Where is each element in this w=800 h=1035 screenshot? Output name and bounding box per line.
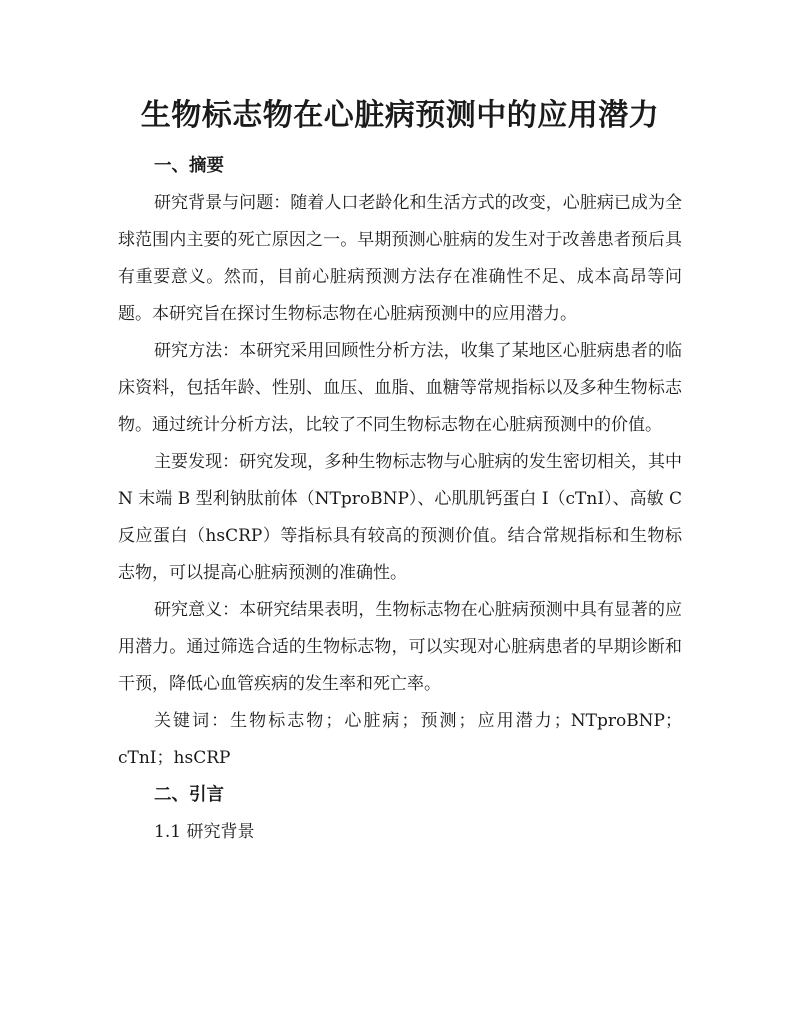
- background-paragraph: 研究背景与问题：随着人口老龄化和生活方式的改变，心脏病已成为全球范围内主要的死亡原因之一。早期预测心脏病的发生对于改善患者预后具有重要意义。然而，目前心脏病预测方法存在准确性不足、成本高昂等问题。本研究旨在探讨生物标志物在心脏病预测中的应用潜力。: [118, 193, 682, 324]
- keywords-paragraph: 关键词：生物标志物；心脏病；预测；应用潜力；NTproBNP；cTnI；hsCRP: [118, 711, 682, 768]
- subsection-heading: 1.1 研究背景: [154, 822, 255, 842]
- document-title: 生物标志物在心脏病预测中的应用潜力: [140, 98, 660, 133]
- methods-paragraph: 研究方法：本研究采用回顾性分析方法，收集了某地区心脏病患者的临床资料，包括年龄、性别、血压、血脂、血糖等常规指标以及多种生物标志物。通过统计分析方法，比较了不同生物标志物在心脏病预测中的价值。: [118, 341, 682, 435]
- abstract-heading: 一、摘要: [154, 156, 224, 176]
- document-body: [118, 148, 682, 851]
- introduction-heading: 二、引言: [154, 785, 224, 805]
- significance-paragraph: 研究意义：本研究结果表明，生物标志物在心脏病预测中具有显著的应用潜力。通过筛选合适的生物标志物，可以实现对心脏病患者的早期诊断和干预，降低心血管疾病的发生率和死亡率。: [118, 600, 682, 694]
- findings-paragraph: 主要发现：研究发现，多种生物标志物与心脏病的发生密切相关，其中 N 末端 B 型利钠肽前体（NTproBNP）、心肌肌钙蛋白 I（cTnI）、高敏 C 反应蛋白（hsCRP）等指标具有较高的预测价值。结合常规指标和生物标志物，可以提高心脏病预测的准确性。: [118, 452, 682, 583]
